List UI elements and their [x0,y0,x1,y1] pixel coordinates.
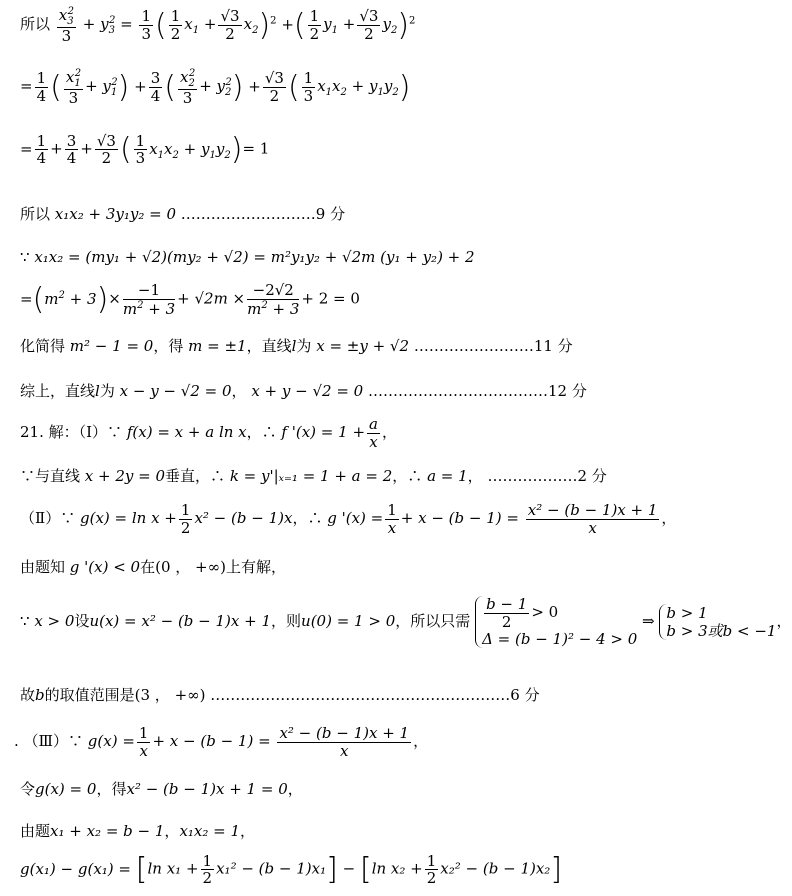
num: 1 [138,724,149,742]
b1b: x₁² − (b − 1)x₁ [216,859,327,878]
because-symbol: ∵ [20,248,30,266]
eq-line-8 [0,380,655,401]
range: (3 ， +∞) [134,686,206,704]
score-label: 11 分 [533,337,573,355]
expr: x₁x₂ + 3y₁y₂ = 0 [54,205,177,223]
mid: 在 [140,558,156,576]
frac-big [526,502,660,536]
end: ， [661,509,677,527]
eq-line-15 [0,725,655,759]
eq-line-4 [0,203,655,224]
rest: + x − (b − 1) = [152,732,271,750]
num: 1 [426,851,437,870]
mid2: ，∴ [392,467,423,485]
num: 1 [387,501,397,519]
so-label: 所以 [20,15,51,34]
so-label-2: 所以 [20,205,51,223]
score-label: 9 分 [315,205,346,223]
end: ， [240,822,256,840]
end: ， [413,732,429,750]
prefix: ∵与直线 [20,467,81,485]
mid: 垂直，∴ [165,467,226,485]
eq2: x₁x₂ = 1 [179,822,241,840]
dots: …………………… [413,337,534,355]
eq1: x₁ + x₂ = b − 1 [50,822,165,840]
eq-line-7 [0,335,655,356]
prefix: 令 [20,780,36,798]
eq2: x + y − √2 = 0 [251,382,364,400]
b2: ln x₂ + [371,859,423,878]
l: l [291,337,297,355]
because-symbol: ∵ [20,612,30,630]
end: ， [381,423,397,441]
score-label: 2 分 [577,467,607,485]
prefix: 由题知 [20,558,66,576]
num: 1 [202,851,213,870]
res2: b > 3或b < −1 [666,622,777,640]
b2b: x₂² − (b − 1)x₂ [440,859,551,878]
eq2: m = ±1 [188,337,247,355]
den: 2 [180,518,191,537]
mid: ，得 [96,780,127,798]
frac-half-2 [425,853,439,887]
den: x [139,741,148,760]
eq-line-10 [0,465,655,486]
prefix: 故 [20,686,36,704]
dots: ……………………………… [368,382,549,400]
only: ，所以只需 [395,612,471,630]
frac-half [201,853,215,887]
prefix: （Ⅱ）∵ [20,509,76,527]
b: b [35,686,45,704]
den: x [387,518,397,537]
frac-a-over-x [367,416,380,450]
expr: g '(x) < 0 [69,558,141,576]
sep: ， [231,382,247,400]
eq1: x + 2y = 0 [84,467,166,485]
question-label: 21. 解：（Ⅰ）∵ [20,423,123,441]
frac-big [277,725,411,759]
gx2: x² − (b − 1)x [194,509,293,527]
mid2: ，直线 [246,337,292,355]
prefix: . （Ⅲ）∵ [14,732,84,750]
eq-line-14 [0,684,655,705]
eq-line-5 [0,248,655,266]
cond: x > 0 [34,612,75,630]
eq2: x² − (b − 1)x + 1 = 0 [126,780,288,798]
l: l [95,382,100,400]
gx: g(x) = ln x + [79,509,177,527]
rel: > 0 [531,603,559,621]
score-label: 6 分 [510,686,540,704]
result-system [659,604,776,640]
sep: ， [164,822,180,840]
eq1: m² − 1 = 0 [69,337,154,355]
set: 设 [74,612,90,630]
eq-line-11 [0,501,677,537]
eq2: k = y'|ₓ₌₁ = 1 + a = 2 [229,467,393,485]
res1: b > 1 [666,604,708,622]
dots: ……………………… [180,205,316,223]
prefix: 由题 [20,822,51,840]
den: x [340,741,349,760]
frac-one-third: $\frac{1}{3}$ [141,7,152,43]
frac-half [179,502,193,536]
den: 2 [426,869,437,887]
summary-label: 综上，直线 [20,382,96,400]
condition-system [475,596,637,648]
frac-x3: $\frac{x_3^2}{3}$ [58,6,75,45]
eq-line-1: 所以 $\frac{x_3^2}{3}$ + $y_3^2$ = $\frac{1}{3}$ ( $\frac{1}{2}$ $x_1$ + $\frac{√3}{2}$ $x_2)^2$ +( $\frac{1}{2}$ $y_1$ + $\frac{√3}{2}$ $y_2)^2$ [20,6,416,45]
den: x [369,432,378,451]
mid: 为 [99,382,115,400]
ux: u(x) = x² − (b − 1)x + 1 [89,612,272,630]
eq3: a = 1 [427,467,468,485]
eq-line-12 [0,556,655,577]
eq-line-6: $=(m^2 + 3)\times$ $\frac{-1}{m^2 + 3}$ + √2m × $\frac{-2√2}{m^2 + 3}$ + 2 = 0 [20,281,360,318]
expr1: g(x₁) − g(x₁) = [20,859,131,878]
num: 1 [180,501,191,519]
num: b − 1 [486,595,528,613]
frac [484,596,529,630]
dots: …………………………………………………… [210,686,511,704]
minus: − [342,859,356,878]
implies-arrow: ⇒ [642,612,655,630]
eq-line-2: = $\frac{1}{4}$ ( $\frac{x_1^2}{3}$ + $y_1^2$) + $\frac{3}{4}$ ( $\frac{x_2^2}{3}$ + $y_2^2$) + $\frac{√3}{2}$ ( $\frac{1}{3}$ $x_1x_2 + y_1y_2$) [20,68,411,107]
q21-line [0,416,655,450]
u0: u(0) = 1 > 0 [301,612,396,630]
interval: (0 ， +∞) [155,558,226,576]
num: x² − (b − 1)x + 1 [279,724,410,742]
simplify-label: 化简得 [20,337,66,355]
score-label: 12 分 [548,382,587,400]
gpx: g '(x) = [327,509,384,527]
fx: f(x) = x + a ln x [126,423,247,441]
b1: ln x₁ + [147,859,199,878]
gpx2: + x − (b − 1) = [400,509,519,527]
mid: 的取值范围是 [44,686,135,704]
then: ，则 [271,612,302,630]
eq1: g(x) = 0 [35,780,97,798]
dots: ……………… [487,467,578,485]
end: ， [287,780,303,798]
mid: ，得 [153,337,184,355]
suffix: 上有解， [225,558,286,576]
eq-line-17 [0,820,655,841]
frac-one-over-x [385,502,399,536]
eq-line-13 [0,595,792,648]
eq-line-3: = $\frac{1}{4}$ + $\frac{3}{4}$ + $\frac{√3}{2}$ ( $\frac{1}{3}$ $x_1x_2 + y_1y_2)= 1$ [20,131,270,167]
end: ， [467,467,483,485]
delta: Δ = (b − 1)² − 4 > 0 [482,630,638,648]
frac-one-over-x [137,725,151,759]
fpx: f '(x) = 1 + [281,423,366,441]
expr: x₁x₂ = (my₁ + √2)(my₂ + √2) = m²y₁y₂ + √2m (y₁ + y₂) + 2 [34,248,475,266]
num: a [369,415,378,433]
den: x [588,518,597,537]
mid3: 为 [296,337,312,355]
sep: ，∴ [246,423,277,441]
end: ， [776,612,792,630]
eq-line-18: g(x₁) − g(x₁) = [ln x₁ + $\frac{1}{2}$ x₁² − (b − 1)x₁] − [ln x₂ + $\frac{1}{2}$ x₂² − (b − 1)x₂] [20,851,563,887]
eq-line-16 [0,778,655,799]
den: 2 [501,612,512,631]
gx: g(x) = [87,732,135,750]
eq3: x = ±y + √2 [316,337,410,355]
den: 2 [202,869,213,887]
eq1: x − y − √2 = 0 [119,382,232,400]
sep: ，∴ [292,509,323,527]
num: x² − (b − 1)x + 1 [527,501,658,519]
